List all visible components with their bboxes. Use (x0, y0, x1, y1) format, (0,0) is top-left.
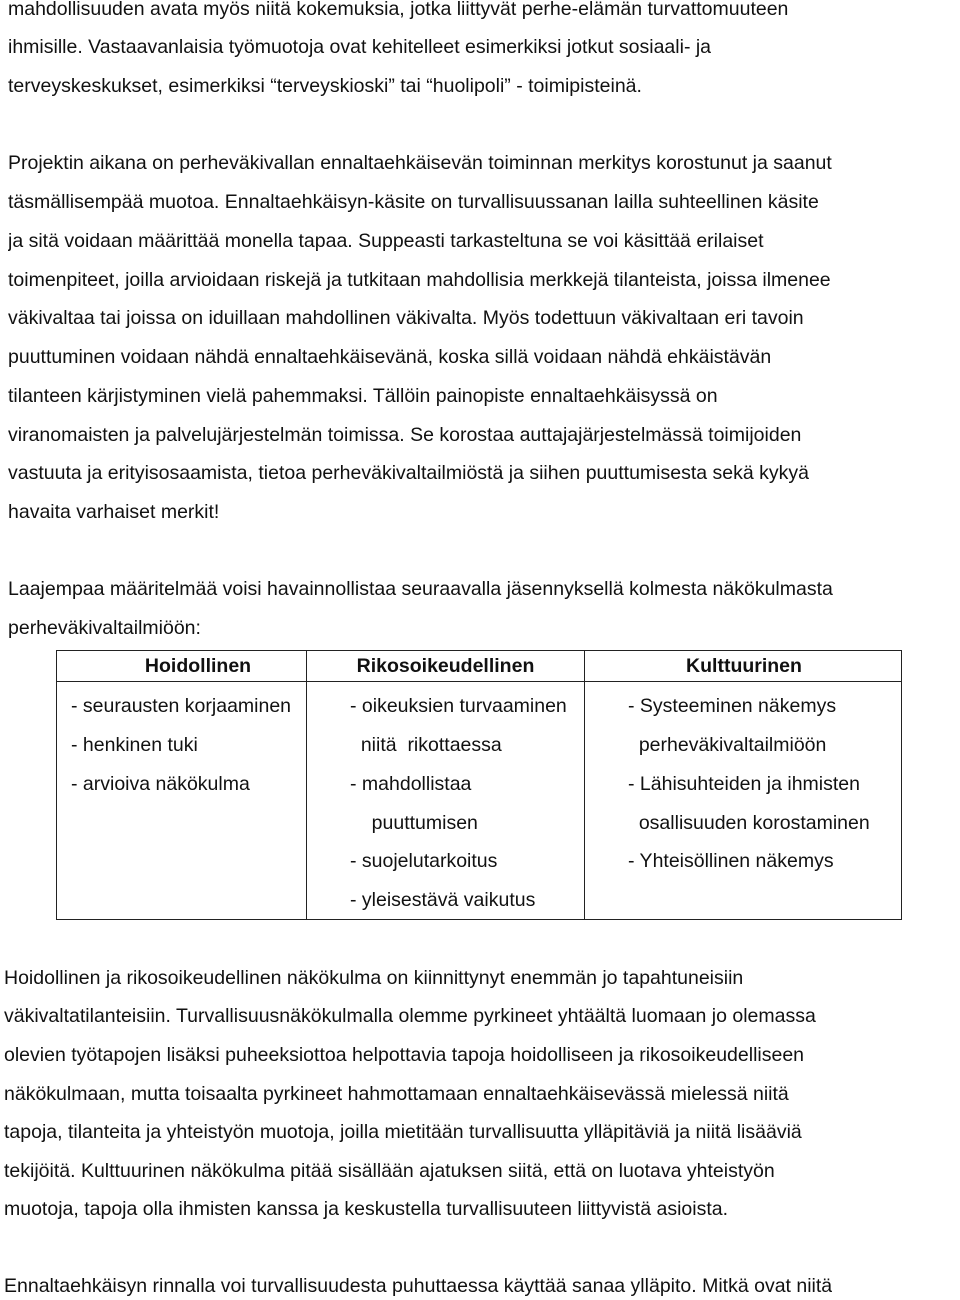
table-header-divider (57, 681, 901, 682)
text-line: täsmällisempää muotoa. Ennaltaehkäisyn-käsite on turvallisuussanan lailla suhteellinen käsite (8, 191, 819, 213)
text-line: viranomaisten ja palvelujärjestelmän toimissa. Se korostaa auttajajärjestelmässä toimijoiden (8, 424, 802, 446)
text-line: perheväkivaltailmiöön: (8, 617, 201, 639)
text-line: muotoja, tapoja olla ihmisten kanssa ja keskustella turvallisuuteen liittyvistä asioista. (4, 1198, 729, 1220)
table-header-rikosoikeudellinen: Rikosoikeudellinen (356, 655, 535, 677)
text-line: väkivaltatilanteisiin. Turvallisuusnäkökulmalla olemme pyrkineet yhtäältä luomaan jo olemassa (4, 1005, 816, 1027)
table-cell: - arvioiva näkökulma (71, 773, 250, 795)
table-cell: niitä rikottaessa (350, 734, 502, 756)
column-divider (584, 651, 585, 919)
table-cell: - oikeuksien turvaaminen (350, 695, 567, 717)
column-divider (306, 651, 307, 919)
text-line: väkivaltaa tai joissa on iduillaan mahdollinen väkivalta. Myös todettuun väkivaltaan eri tavoin (8, 307, 804, 329)
table-cell: - yleisestävä vaikutus (350, 889, 536, 911)
text-line: tilanteen kärjistyminen vielä pahemmaksi. Tällöin painopiste ennaltaehkäisyssä on (8, 385, 718, 407)
text-line: Hoidollinen ja rikosoikeudellinen näkökulma on kiinnittynyt enemmän jo tapahtuneisiin (4, 967, 744, 989)
text-line: Ennaltaehkäisyn rinnalla voi turvallisuudesta puhuttaessa käyttää sanaa ylläpito. Mitkä ovat niitä (4, 1275, 833, 1297)
text-line: tekijöitä. Kulttuurinen näkökulma pitää sisällään ajatuksen siitä, että on luotava yhteistyön (4, 1160, 775, 1182)
table-cell: puuttumisen (350, 812, 478, 834)
text-line: näkökulmaan, mutta toisaalta pyrkineet hahmottamaan ennaltaehkäisevässä mielessä niitä (4, 1083, 789, 1105)
table-cell: - Yhteisöllinen näkemys (628, 850, 834, 872)
table-cell: - Systeeminen näkemys (628, 695, 837, 717)
text-line: ja sitä voidaan määrittää monella tapaa. Suppeasti tarkasteltuna se voi käsittää erilaiset (8, 230, 764, 252)
table-cell: osallisuuden korostaminen (628, 812, 870, 834)
table-cell: perheväkivaltailmiöön (628, 734, 827, 756)
text-line: mahdollisuuden avata myös niitä kokemuksia, jotka liittyvät perhe-elämän turvattomuuteen (8, 0, 789, 20)
table-header-hoidollinen: Hoidollinen (144, 655, 252, 677)
text-line: terveyskeskukset, esimerkiksi “terveyskioski” tai “huolipoli” - toimipisteinä. (8, 75, 642, 97)
text-line: olevien työtapojen lisäksi puheeksiottoa helpottavia tapoja hoidolliseen ja rikosoikeudelliseen (4, 1044, 805, 1066)
text-line: puuttuminen voidaan nähdä ennaltaehkäisevänä, koska sillä voidaan nähdä ehkäistävän (8, 346, 772, 368)
text-line: tapoja, tilanteita ja yhteistyön muotoja, joilla mietitään turvallisuutta ylläpitäviä ja niitä lisääviä (4, 1121, 802, 1143)
text-line: vastuuta ja erityisosaamista, tietoa perheväkivaltailmiöstä ja siihen puuttumisesta sekä kykyä (8, 462, 809, 484)
text-line: Projektin aikana on perheväkivallan ennaltaehkäisevän toiminnan merkitys korostunut ja saanut (8, 152, 832, 174)
table-cell: - Lähisuhteiden ja ihmisten (628, 773, 860, 795)
table-cell: - henkinen tuki (71, 734, 198, 756)
table-cell: - suojelutarkoitus (350, 850, 498, 872)
table-header-kulttuurinen: Kulttuurinen (686, 655, 802, 677)
text-line: ihmisille. Vastaavanlaisia työmuotoja ovat kehitelleet esimerkiksi jotkut sosiaali- ja (8, 36, 712, 58)
table-cell: - mahdollistaa (350, 773, 472, 795)
text-line: toimenpiteet, joilla arvioidaan riskejä ja tutkitaan mahdollisia merkkejä tilanteista, joissa ilmenee (8, 269, 831, 291)
table-cell: - seurausten korjaaminen (71, 695, 292, 717)
perspectives-table (56, 650, 902, 920)
text-line: Laajempaa määritelmää voisi havainnollistaa seuraavalla jäsennyksellä kolmesta näkökulmasta (8, 578, 833, 600)
text-line: havaita varhaiset merkit! (8, 501, 220, 523)
